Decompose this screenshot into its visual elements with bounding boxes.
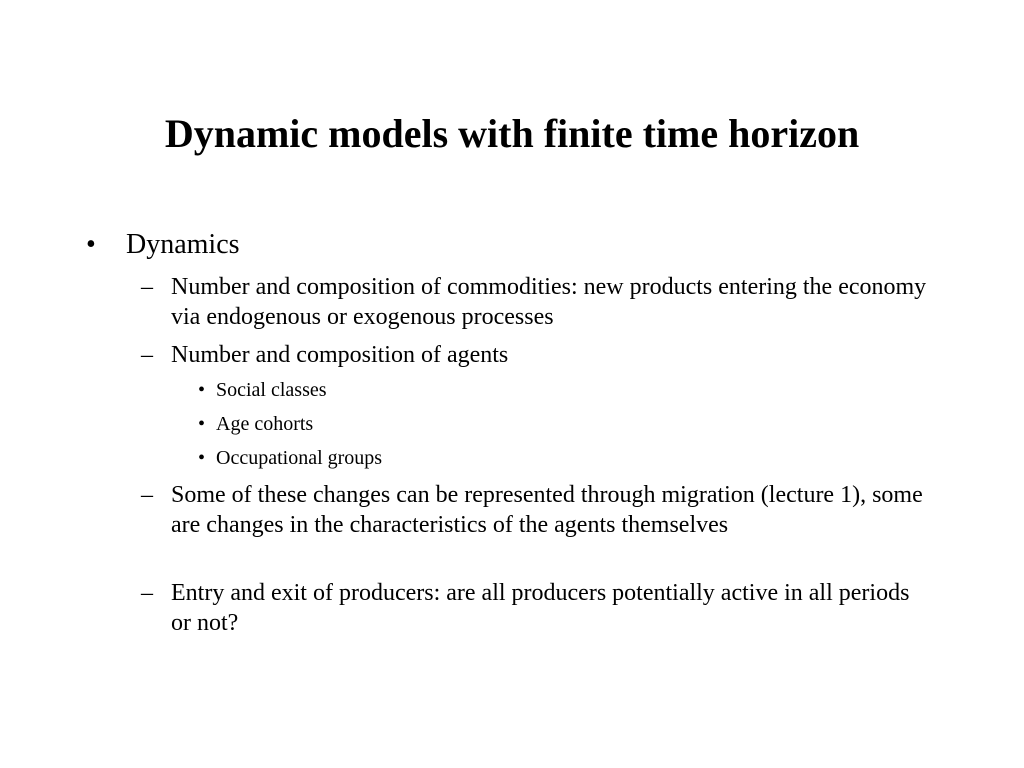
bullet-marker: • bbox=[86, 229, 96, 260]
bullet-text: Number and composition of agents bbox=[171, 342, 509, 368]
bullet-text: Age cohorts bbox=[216, 413, 314, 435]
dot-marker: • bbox=[198, 447, 206, 469]
bullet-text: Entry and exit of producers: are all producers potentially active in all periods or not? bbox=[171, 580, 910, 636]
bullet-text: Number and composition of commodities: new products entering the economy via endogenous or exogenous processes bbox=[171, 274, 927, 330]
dot-marker: • bbox=[198, 413, 206, 435]
dot-marker: • bbox=[198, 379, 206, 401]
bullet-text: Occupational groups bbox=[216, 447, 383, 469]
bullet-text: Dynamics bbox=[126, 229, 240, 260]
bullet-text: Social classes bbox=[216, 379, 327, 401]
dash-marker: – bbox=[141, 274, 153, 300]
bullet-text: Some of these changes can be represented through migration (lecture 1), some are changes in the characteristics of the agents themselves bbox=[171, 482, 923, 538]
slide-title: Dynamic models with finite time horizon bbox=[164, 111, 860, 156]
dash-marker: – bbox=[141, 580, 153, 606]
dash-marker: – bbox=[141, 342, 153, 368]
dash-marker: – bbox=[141, 482, 153, 508]
